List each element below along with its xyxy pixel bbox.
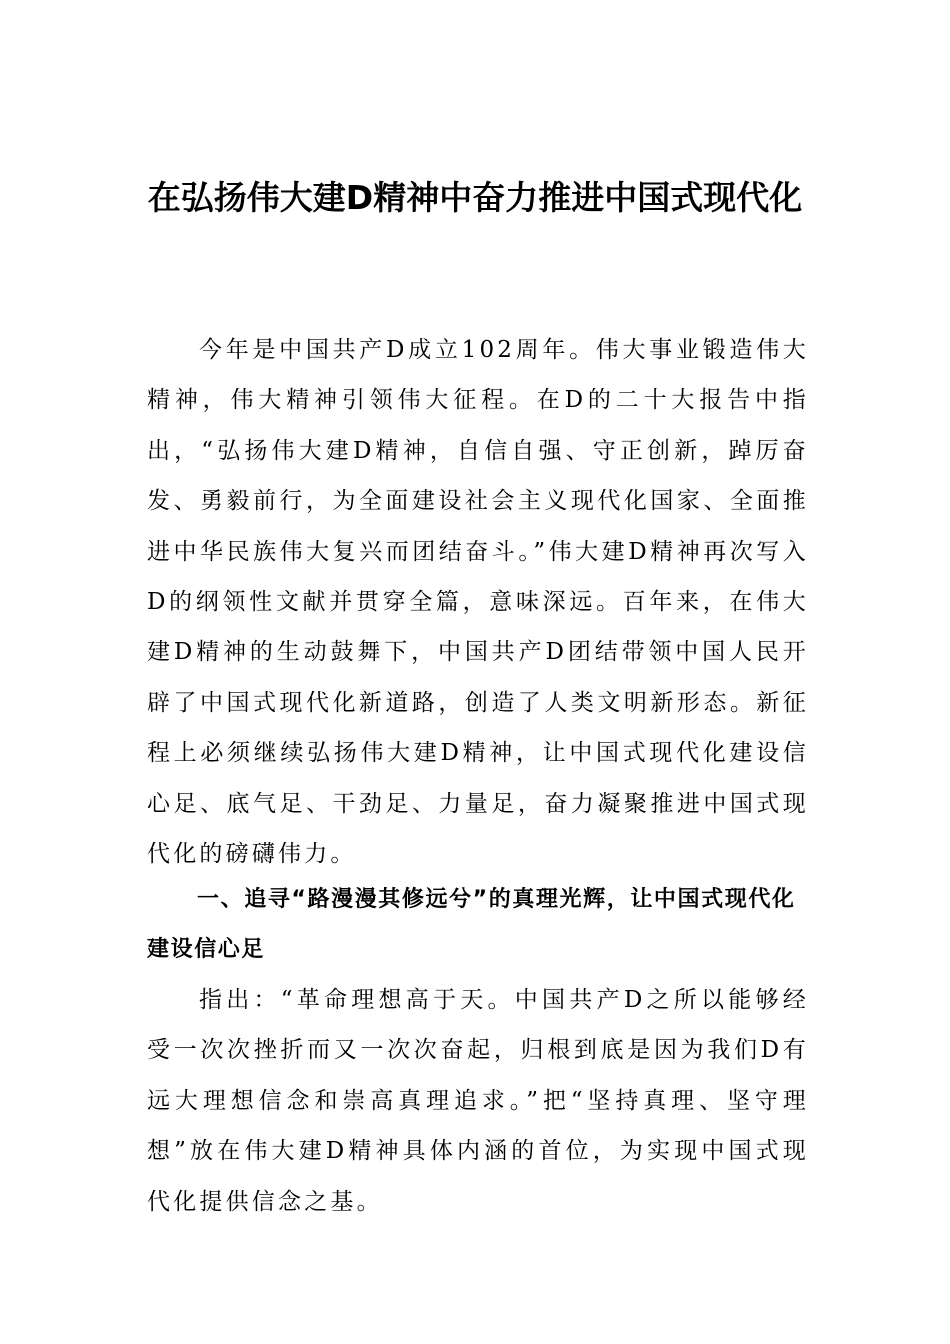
document-title: 在弘扬伟大建D精神中奋力推进中国式现代化	[147, 178, 803, 217]
body-paragraph-2: 指出：“革命理想高于天。中国共产D之所以能够经受一次次挫折而又一次次奋起，归根到底是因为我们D有远大理想信念和崇高真理追求。”把“坚持真理、坚守理想”放在伟大建D精神具体内涵的首位，为实现中国式现代化提供信念之基。	[147, 987, 809, 1215]
body-paragraph-1: 今年是中国共产D成立102周年。伟大事业锻造伟大精神，伟大精神引领伟大征程。在D的二十大报告中指出，“弘扬伟大建D精神，自信自强、守正创新，踔厉奋发、勇毅前行，为全面建设社会主义现代化国家、全面推进中华民族伟大复兴而团结奋斗。”伟大建D精神再次写入D的纲领性文献并贯穿全篇，意味深远。百年来，在伟大建D精神的生动鼓舞下，中国共产D团结带领中国人民开辟了中国式现代化新道路，创造了人类文明新形态。新征程上必须继续弘扬伟大建D精神，让中国式现代化建设信心足、底气足、干劲足、力量足，奋力凝聚推进中国式现代化的磅礴伟力。	[147, 337, 809, 868]
section-heading-1: 一、追寻“路漫漫其修远兮”的真理光辉，让中国式现代化建设信心足	[147, 887, 796, 963]
